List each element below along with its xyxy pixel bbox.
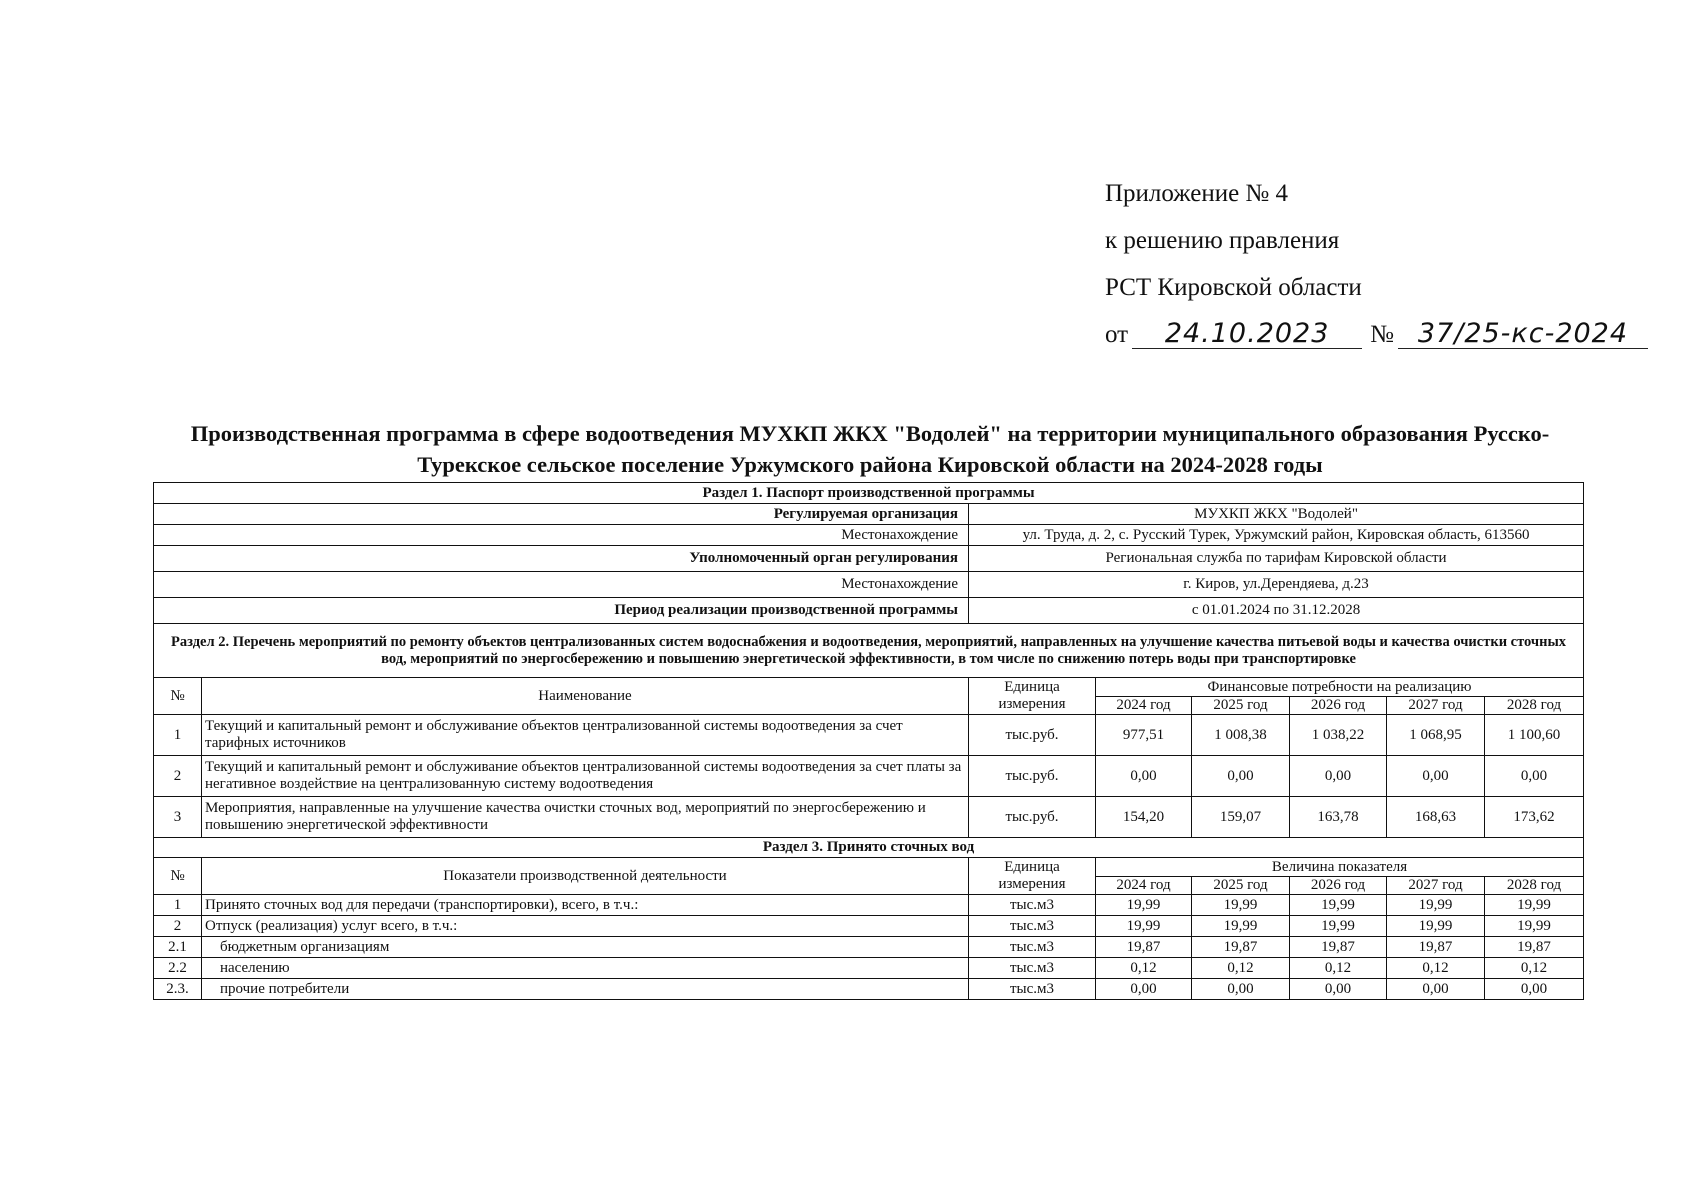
passport-label: Период реализации производственной программы [154, 598, 969, 624]
value-cell: 19,99 [1387, 895, 1485, 916]
value-cell: 19,99 [1192, 895, 1290, 916]
measure-row [154, 715, 1584, 756]
col-unit-header: Единица измерения [969, 678, 1096, 715]
value-cell: 19,99 [1096, 916, 1192, 937]
unit-cell: тыс.м3 [969, 958, 1096, 979]
title-line-1: Производственная программа в сфере водоотведения МУХКП ЖКХ "Водолей" на территории муниципального образования Русско- [190, 421, 1550, 446]
value-cell: 977,51 [1096, 715, 1192, 756]
value-cell: 163,78 [1290, 797, 1387, 838]
year-header: 2027 год [1387, 697, 1485, 715]
value-cell: 19,87 [1485, 937, 1584, 958]
value-cell: 1 008,38 [1192, 715, 1290, 756]
measure-name: Мероприятия, направленные на улучшение качества очистки сточных вод, мероприятий по энергосбережению и повышению энергетической эффективности [202, 797, 969, 838]
value-cell: 0,00 [1290, 979, 1387, 1000]
value-cell: 0,00 [1096, 979, 1192, 1000]
indicator-row [154, 937, 1584, 958]
value-cell: 1 068,95 [1387, 715, 1485, 756]
value-cell: 0,12 [1290, 958, 1387, 979]
passport-value: Региональная служба по тарифам Кировской области [969, 546, 1584, 572]
value-cell: 19,99 [1387, 916, 1485, 937]
year-header: 2026 год [1290, 877, 1387, 895]
value-cell: 0,00 [1387, 979, 1485, 1000]
value-cell: 19,99 [1485, 916, 1584, 937]
value-cell: 19,87 [1096, 937, 1192, 958]
date-prefix: от [1105, 321, 1129, 348]
value-cell: 19,99 [1192, 916, 1290, 937]
passport-value: МУХКП ЖКХ "Водолей" [969, 504, 1584, 525]
passport-label: Уполномоченный орган регулирования [154, 546, 969, 572]
year-header: 2028 год [1485, 877, 1584, 895]
value-cell: 19,87 [1387, 937, 1485, 958]
row-num: 2.1 [154, 937, 202, 958]
section1-header: Раздел 1. Паспорт производственной программы [154, 483, 1584, 504]
passport-row [154, 572, 1584, 598]
indicator-row [154, 916, 1584, 937]
year-header: 2026 год [1290, 697, 1387, 715]
section2-header-row [154, 624, 1584, 678]
value-cell: 173,62 [1485, 797, 1584, 838]
indicator-row [154, 979, 1584, 1000]
appendix-block [1105, 170, 1648, 358]
passport-label: Регулируемая организация [154, 504, 969, 525]
measure-name: Текущий и капитальный ремонт и обслуживание объектов централизованной системы водоотведения за счет платы за негативное воздействие на централизованную систему водоотведения [202, 756, 969, 797]
indicator-name: населению [202, 958, 969, 979]
unit-cell: тыс.руб. [969, 715, 1096, 756]
passport-value: г. Киров, ул.Дерендяева, д.23 [969, 572, 1584, 598]
indicator-name: бюджетным организациям [202, 937, 969, 958]
year-header: 2025 год [1192, 877, 1290, 895]
section3-header: Раздел 3. Принято сточных вод [154, 838, 1584, 858]
year-header: 2027 год [1387, 877, 1485, 895]
col-group-header: Финансовые потребности на реализацию [1096, 678, 1584, 697]
unit-cell: тыс.м3 [969, 937, 1096, 958]
unit-cell: тыс.м3 [969, 895, 1096, 916]
row-num: 2.2 [154, 958, 202, 979]
passport-row [154, 598, 1584, 624]
document-title [150, 418, 1590, 480]
col-num-header: № [154, 678, 202, 715]
value-cell: 19,87 [1192, 937, 1290, 958]
value-cell: 0,00 [1290, 756, 1387, 797]
value-cell: 19,99 [1290, 916, 1387, 937]
row-num: 2.3. [154, 979, 202, 1000]
indicator-row [154, 958, 1584, 979]
col-group-header: Величина показателя [1096, 858, 1584, 877]
passport-label: Местонахождение [154, 525, 969, 546]
value-cell: 0,00 [1387, 756, 1485, 797]
year-header: 2024 год [1096, 697, 1192, 715]
value-cell: 19,99 [1096, 895, 1192, 916]
section2-col-header-row [154, 678, 1584, 697]
section2-header: Раздел 2. Перечень мероприятий по ремонту объектов централизованных систем водоснабжения и водоотведения, мероприятий, направленных на улучшение качества питьевой воды и качества очистки сточных вод, мероприятий по энергосбережению и повышению энергетической эффективности, в том числе по снижению потерь воды при транспортировке [154, 624, 1584, 678]
passport-row [154, 546, 1584, 572]
value-cell: 0,00 [1485, 756, 1584, 797]
appendix-number: Приложение № 4 [1105, 180, 1289, 207]
value-cell: 159,07 [1192, 797, 1290, 838]
unit-cell: тыс.руб. [969, 756, 1096, 797]
year-header: 2025 год [1192, 697, 1290, 715]
measure-row [154, 797, 1584, 838]
passport-value: с 01.01.2024 по 31.12.2028 [969, 598, 1584, 624]
title-line-2: Турекское сельское поселение Уржумского района Кировской области на 2024-2028 годы [417, 452, 1323, 477]
col-unit-header: Единица измерения [969, 858, 1096, 895]
program-table [153, 482, 1584, 1000]
appendix-date-number-line [1105, 311, 1648, 358]
value-cell: 168,63 [1387, 797, 1485, 838]
measure-row [154, 756, 1584, 797]
value-cell: 0,12 [1096, 958, 1192, 979]
unit-cell: тыс.руб. [969, 797, 1096, 838]
indicator-row [154, 895, 1584, 916]
value-cell: 19,99 [1290, 895, 1387, 916]
indicator-name: Отпуск (реализация) услуг всего, в т.ч.: [202, 916, 969, 937]
row-num: 2 [154, 756, 202, 797]
passport-row [154, 504, 1584, 525]
unit-cell: тыс.м3 [969, 916, 1096, 937]
handwritten-date: 24.10.2023 [1132, 320, 1362, 349]
value-cell: 154,20 [1096, 797, 1192, 838]
year-header: 2028 год [1485, 697, 1584, 715]
indicator-name: Принято сточных вод для передачи (транспортировки), всего, в т.ч.: [202, 895, 969, 916]
value-cell: 0,00 [1192, 979, 1290, 1000]
passport-row [154, 525, 1584, 546]
col-name-header: Наименование [202, 678, 969, 715]
indicator-name: прочие потребители [202, 979, 969, 1000]
appendix-authority: РСТ Кировской области [1105, 274, 1362, 301]
program-table-body [154, 483, 1584, 1000]
value-cell: 19,87 [1290, 937, 1387, 958]
row-num: 1 [154, 715, 202, 756]
value-cell: 0,00 [1192, 756, 1290, 797]
row-num: 3 [154, 797, 202, 838]
appendix-decision: к решению правления [1105, 227, 1340, 254]
value-cell: 1 100,60 [1485, 715, 1584, 756]
passport-value: ул. Труда, д. 2, с. Русский Турек, Уржумский район, Кировская область, 613560 [969, 525, 1584, 546]
value-cell: 0,00 [1485, 979, 1584, 1000]
value-cell: 0,12 [1485, 958, 1584, 979]
value-cell: 0,12 [1387, 958, 1485, 979]
row-num: 2 [154, 916, 202, 937]
col-name-header: Показатели производственной деятельности [202, 858, 969, 895]
value-cell: 0,00 [1096, 756, 1192, 797]
col-num-header: № [154, 858, 202, 895]
section1-header-row [154, 483, 1584, 504]
number-prefix: № [1370, 321, 1394, 348]
measure-name: Текущий и капитальный ремонт и обслуживание объектов централизованной системы водоотведения за счет тарифных источников [202, 715, 969, 756]
value-cell: 0,12 [1192, 958, 1290, 979]
row-num: 1 [154, 895, 202, 916]
unit-cell: тыс.м3 [969, 979, 1096, 1000]
value-cell: 1 038,22 [1290, 715, 1387, 756]
value-cell: 19,99 [1485, 895, 1584, 916]
section3-header-row [154, 838, 1584, 858]
section3-col-header-row [154, 858, 1584, 877]
year-header: 2024 год [1096, 877, 1192, 895]
passport-label: Местонахождение [154, 572, 969, 598]
handwritten-number: 37/25-кс-2024 [1398, 320, 1648, 349]
